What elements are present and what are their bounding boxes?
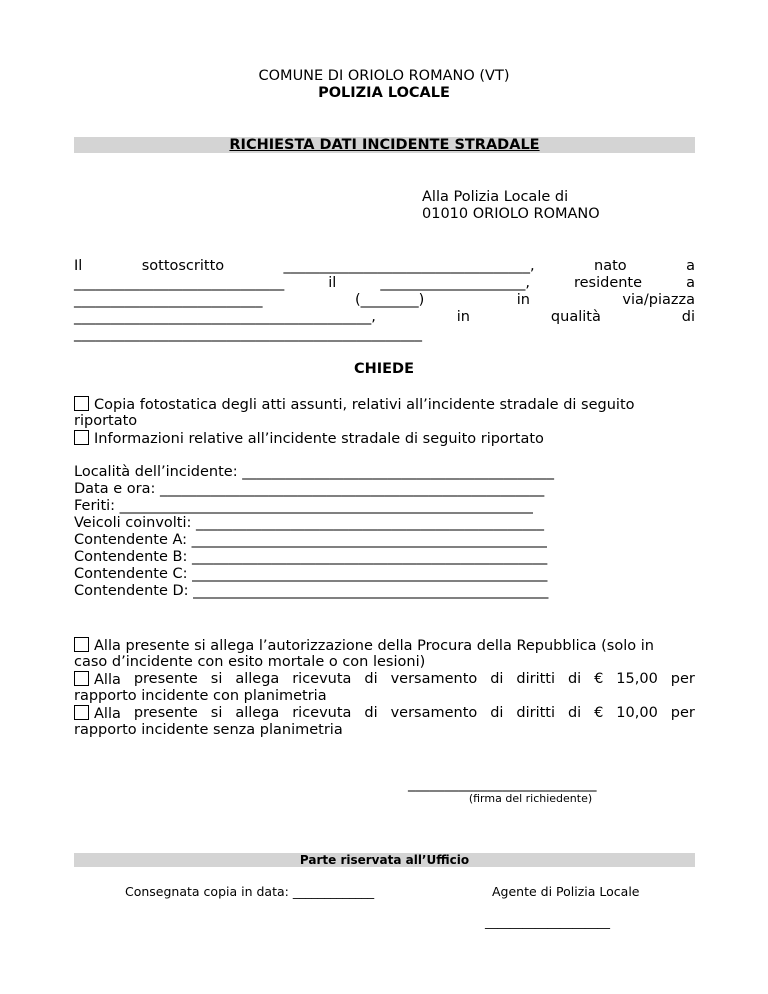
option-copy-checkbox[interactable] <box>74 396 89 411</box>
department-name: POLIZIA LOCALE <box>318 85 450 101</box>
word: presente <box>133 671 198 687</box>
word: ricevuta <box>292 671 352 687</box>
form-title-banner <box>74 137 695 153</box>
word: di <box>681 309 695 325</box>
word: diritti <box>516 671 555 687</box>
municipality-name: COMUNE DI ORIOLO ROMANO (VT) <box>258 68 510 84</box>
office-banner <box>74 853 695 867</box>
attachment-without-map-line-2: rapporto incidente senza planimetria <box>74 722 343 738</box>
option-copy-line-1 <box>74 396 695 414</box>
word: di <box>567 671 582 687</box>
fee-amount: 15,00 <box>616 671 658 687</box>
agent-signature-line[interactable]: ____________________ <box>485 914 610 929</box>
field-party-b[interactable]: Contendente B: _________________________________________________ <box>74 549 548 565</box>
word: in <box>516 292 530 308</box>
birthplace-blank[interactable]: _____________________________ <box>74 275 285 291</box>
word: di <box>490 705 504 721</box>
fee-amount: 10,00 <box>616 705 658 721</box>
birthdate-blank[interactable]: ____________________, <box>380 275 530 291</box>
option-copy-text <box>74 396 695 414</box>
word: si <box>210 671 223 687</box>
word: ricevuta <box>292 705 352 721</box>
word: versamento <box>390 671 478 687</box>
field-location[interactable]: Località dell’incidente: ___________________________________________ <box>74 464 554 480</box>
attachment-with-map-line-2: rapporto incidente con planimetria <box>74 688 327 704</box>
office-banner-label: Parte riservata all’Ufficio <box>299 853 470 867</box>
field-date-time[interactable]: Data e ora: _____________________________________________________ <box>74 481 545 497</box>
word: nato <box>594 258 627 274</box>
attachment-authorization-label: Alla presente si allega l’autorizzazione della Procura della Repubblica (solo in <box>94 638 654 654</box>
attachment-with-map-checkbox[interactable] <box>74 671 89 686</box>
field-party-c[interactable]: Contendente C: _________________________________________________ <box>74 566 548 582</box>
word: di <box>567 705 582 721</box>
word: Alla <box>94 672 121 688</box>
delivered-copy-date[interactable]: Consegnata copia in data: _____________ <box>125 884 375 899</box>
field-party-a[interactable]: Contendente A: _________________________________________________ <box>74 532 547 548</box>
word: presente <box>133 705 198 721</box>
word: residente <box>573 275 643 291</box>
word: qualità <box>550 309 601 325</box>
word: il <box>328 275 337 291</box>
name-blank[interactable]: __________________________________, <box>283 258 535 274</box>
request-heading: CHIEDE <box>353 361 415 377</box>
word: sottoscritto <box>141 258 225 274</box>
word: allega <box>235 705 280 721</box>
declarant-line-4 <box>74 309 695 326</box>
address-blank[interactable]: _________________________________________, <box>74 309 376 325</box>
declarant-line-1 <box>74 258 695 275</box>
word: via/piazza <box>622 292 695 308</box>
attachment-authorization-checkbox[interactable] <box>74 637 89 652</box>
option-copy-line-2: riportato <box>74 413 138 429</box>
addressee-line-2: 01010 ORIOLO ROMANO <box>422 206 600 222</box>
declarant-line-3 <box>74 292 695 309</box>
attachment-authorization-line-2: caso d’incidente con esito mortale o con lesioni) <box>74 654 426 670</box>
attachment-with-map <box>74 671 695 689</box>
form-title: RICHIESTA DATI INCIDENTE STRADALE <box>229 137 540 153</box>
attachment-without-map <box>74 705 695 723</box>
province-blank[interactable]: (________) <box>354 292 425 308</box>
field-injured[interactable]: Feriti: _________________________________________________________ <box>74 498 533 514</box>
word: allega <box>235 671 280 687</box>
agent-label: Agente di Polizia Locale <box>492 884 640 899</box>
option-copy-label: Copia fotostatica degli atti assunti, relativi all’incidente stradale di seguito <box>94 397 635 413</box>
word: Alla <box>94 706 121 722</box>
signature-caption: (firma del richiedente) <box>468 792 593 805</box>
field-party-d[interactable]: Contendente D: _________________________________________________ <box>74 583 549 599</box>
word: a <box>686 275 695 291</box>
word: per <box>670 705 695 721</box>
word: di <box>490 671 504 687</box>
addressee-line-1: Alla Polizia Locale di <box>422 189 569 205</box>
signature-line[interactable]: __________________________ <box>408 776 597 792</box>
option-info-checkbox[interactable] <box>74 430 89 445</box>
word: versamento <box>390 705 478 721</box>
word: in <box>456 309 470 325</box>
word: Il <box>74 258 83 274</box>
declarant-line-2 <box>74 275 695 292</box>
word: di <box>364 705 378 721</box>
field-vehicles[interactable]: Veicoli coinvolti: ________________________________________________ <box>74 515 545 531</box>
word: per <box>670 671 695 687</box>
option-info <box>74 430 544 448</box>
word: si <box>210 705 223 721</box>
word: di <box>364 671 378 687</box>
word: € <box>594 705 604 721</box>
attachment-authorization <box>74 637 654 655</box>
word: € <box>594 671 604 687</box>
option-info-label: Informazioni relative all’incidente stradale di seguito riportato <box>94 431 544 447</box>
attachment-without-map-checkbox[interactable] <box>74 705 89 720</box>
word: a <box>686 258 695 274</box>
word: diritti <box>516 705 555 721</box>
residence-blank[interactable]: __________________________ <box>74 292 263 308</box>
role-blank[interactable]: ________________________________________________ <box>74 326 422 342</box>
